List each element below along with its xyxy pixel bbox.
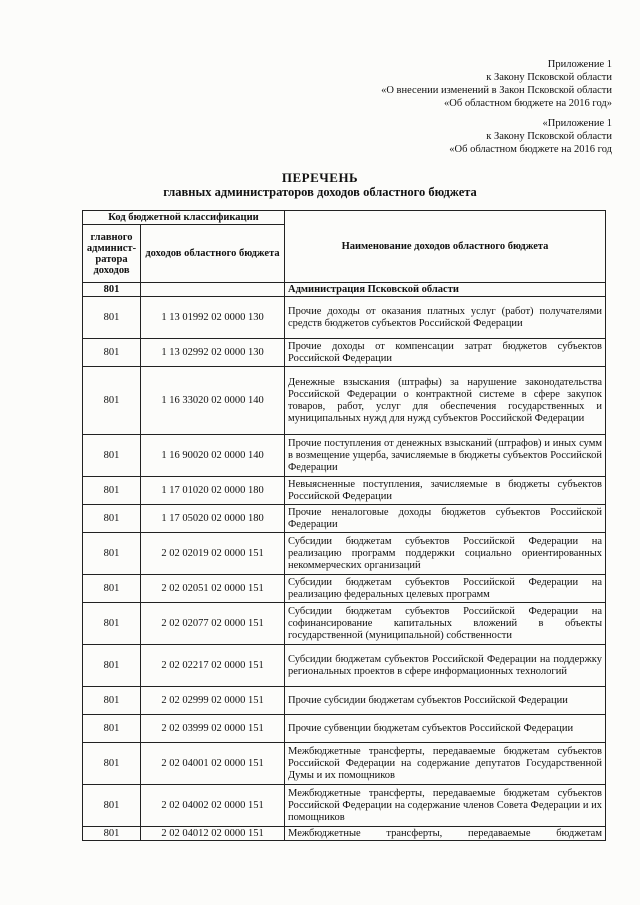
header-income-name: Наименование доходов областного бюджета [285,211,606,283]
cell-admin: 801 [83,603,141,645]
table-row [83,715,606,743]
table-row [83,575,606,603]
cell-code: 1 13 01992 02 0000 130 [141,297,285,339]
admin-section-row [83,283,606,297]
cell-code: 2 02 04002 02 0000 151 [141,785,285,827]
cell-code: 2 02 04001 02 0000 151 [141,743,285,785]
table-row [83,827,606,841]
cell-code: 2 02 04012 02 0000 151 [141,827,285,841]
cell-name: Денежные взыскания (штрафы) за нарушение законодательства Российской Федерации о контрактной системе в сфере закупок товаров, работ, услуг для обеспечения государственных и муниципальных нужд для нужд субъектов Российской Федерации [285,367,606,435]
cell-name: Субсидии бюджетам субъектов Российской Федерации на реализацию федеральных целевых программ [285,575,606,603]
appendix-line: к Закону Псковской области [486,131,612,142]
cell-admin: 801 [83,505,141,533]
table-row [83,533,606,575]
header-main-administrator: главного админист-ратора доходов [83,225,141,283]
cell-name: Прочие поступления от денежных взысканий (штрафов) и иных сумм в возмещение ущерба, зачисляемые в бюджеты субъектов Российской Федерации [285,435,606,477]
appendix-header-amendment [381,58,612,110]
cell-name: Прочие доходы от компенсации затрат бюджетов субъектов Российской Федерации [285,339,606,367]
cell-admin: 801 [83,743,141,785]
cell-code: 1 17 01020 02 0000 180 [141,477,285,505]
table-row [83,603,606,645]
cell-admin: 801 [83,339,141,367]
cell-name: Прочие субвенции бюджетам субъектов Российской Федерации [285,715,606,743]
cell-name: Субсидии бюджетам субъектов Российской Федерации на софинансирование капитальных вложений в объекты государственной (муниципальной) собственности [285,603,606,645]
table-row [83,477,606,505]
appendix-line: «Об областном бюджете на 2016 год» [444,98,612,109]
cell-code: 2 02 02077 02 0000 151 [141,603,285,645]
appendix-line: «Приложение 1 [542,118,612,129]
table-row [83,743,606,785]
cell-admin: 801 [83,435,141,477]
cell-admin: 801 [83,477,141,505]
cell-code: 1 17 05020 02 0000 180 [141,505,285,533]
cell-admin: 801 [83,645,141,687]
header-income-code: доходов областного бюджета [141,225,285,283]
cell-name: Невыясненные поступления, зачисляемые в бюджеты субъектов Российской Федерации [285,477,606,505]
cell-code: 2 02 02217 02 0000 151 [141,645,285,687]
cell-admin: 801 [83,283,141,297]
cell-code [141,283,285,297]
cell-admin: 801 [83,533,141,575]
cell-admin: 801 [83,297,141,339]
cell-admin: 801 [83,687,141,715]
cell-name: Межбюджетные трансферты, передаваемые бюджетам субъектов Российской Федерации на содержание членов Совета Федерации и их помощников [285,785,606,827]
appendix-line: «О внесении изменений в Закон Псковской области [381,85,612,96]
cell-code: 1 16 90020 02 0000 140 [141,435,285,477]
cell-code: 2 02 02999 02 0000 151 [141,687,285,715]
table-row [83,687,606,715]
appendix-line: «Об областном бюджете на 2016 год [449,144,612,155]
table-row [83,297,606,339]
cell-admin: 801 [83,367,141,435]
cell-code: 1 16 33020 02 0000 140 [141,367,285,435]
appendix-header-original [449,117,612,156]
administrators-table [82,210,606,841]
table-row [83,505,606,533]
cell-admin: 801 [83,785,141,827]
header-budget-classification-code: Код бюджетной классификации [83,211,285,225]
table-header-row [83,211,606,225]
cell-code: 2 02 02019 02 0000 151 [141,533,285,575]
cell-admin: 801 [83,715,141,743]
document-subtitle: главных администраторов доходов областного бюджета [163,185,477,199]
cell-code: 1 13 02992 02 0000 130 [141,339,285,367]
cell-name: Прочие доходы от оказания платных услуг (работ) получателями средств бюджетов субъектов Российской Федерации [285,297,606,339]
cell-name: Администрация Псковской области [285,283,606,297]
cell-name: Субсидии бюджетам субъектов Российской Федерации на реализацию программ поддержки социально ориентированных некоммерческих организаций [285,533,606,575]
table-row [83,339,606,367]
appendix-line: Приложение 1 [547,59,612,70]
cell-admin: 801 [83,575,141,603]
cell-code: 2 02 02051 02 0000 151 [141,575,285,603]
appendix-line: к Закону Псковской области [486,72,612,83]
table-row [83,645,606,687]
table-row [83,785,606,827]
cell-code: 2 02 03999 02 0000 151 [141,715,285,743]
cell-admin: 801 [83,827,141,841]
cell-name: Прочие субсидии бюджетам субъектов Российской Федерации [285,687,606,715]
cell-name: Субсидии бюджетам субъектов Российской Федерации на поддержку региональных проектов в сфере информационных технологий [285,645,606,687]
table-row [83,435,606,477]
cell-name: Межбюджетные трансферты, передаваемые бюджетам субъектов Российской Федерации на содержание депутатов Государственной Думы и их помощников [285,743,606,785]
document-title: ПЕРЕЧЕНЬ [281,170,359,185]
table-row [83,367,606,435]
cell-name: Межбюджетные трансферты, передаваемые бюджетам [285,827,606,841]
cell-name: Прочие неналоговые доходы бюджетов субъектов Российской Федерации [285,505,606,533]
